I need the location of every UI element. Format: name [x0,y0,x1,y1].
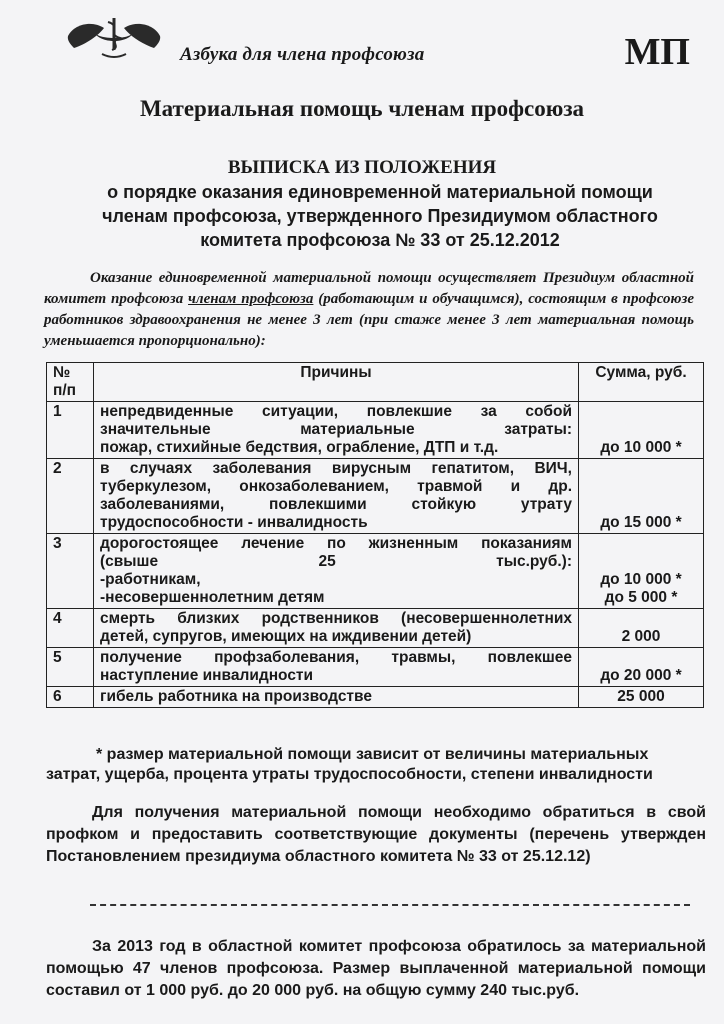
instructions-text: Для получения материальной помощи необходимо обратиться в свой профком и предоставить соответствующие документы (перечень утвержден Постановлением президиума областного комитета № 33 от 25.12.12) [46,804,706,865]
footnote-line: * размер материальной помощи зависит от величины материальных [96,746,649,763]
table-row [47,648,704,687]
reason-line: -работникам, [100,571,201,588]
table-row [47,402,704,459]
row-number: 3 [47,534,94,609]
sum-value: до 10 000 * [600,439,682,456]
table-row [47,534,704,609]
reason-line: наступление инвалидности [100,667,314,684]
reason-line: заболеваниями, повлекшими стойкую утрату [100,496,572,513]
row-reason [94,687,579,708]
intro-text: (работающим и обучащимся), состоящим в профсоюзе работников здравоохранения не менее 3 лет (при стаже менее 3 лет материальная помощь уменьшается пропорционально): [44,291,695,349]
divider [90,904,690,906]
sum-value: до 20 000 * [600,667,682,684]
sum-value: до 5 000 * [604,589,678,606]
union-logo-icon [64,14,164,60]
row-reason [94,648,579,687]
row-sum [579,687,704,708]
header-reason: Причины [94,363,579,402]
row-number: 6 [47,687,94,708]
reason-line: получение профзаболевания, травмы, повлекшее [100,649,572,666]
row-number: 5 [47,648,94,687]
row-sum [579,459,704,534]
row-sum [579,648,704,687]
table-row [47,609,704,648]
sum-value: 25 000 [617,688,665,705]
footnote-line: затрат, ущерба, процента утраты трудоспособности, степени инвалидности [46,766,653,783]
intro-paragraph [44,268,694,352]
row-number: 1 [47,402,94,459]
row-sum [579,534,704,609]
reason-line: смерть близких родственников (несовершеннолетних [100,610,572,627]
table-header-row [47,363,704,402]
table-row [47,687,704,708]
reason-line: непредвиденные ситуации, повлекшие за собой [100,403,572,420]
table-row [47,459,704,534]
statistics-paragraph [46,936,706,1002]
sum-value: до 10 000 * [600,571,682,588]
row-reason [94,402,579,459]
extract-subtitle [60,180,700,252]
header-sum: Сумма, руб. [579,363,704,402]
statistics-text: За 2013 год в областной комитет профсоюза обратилось за материальной помощью 47 членов профсоюза. Размер выплаченной материальной помощи составил от 1 000 руб. до 20 000 руб. на общую сумму 240 тыс.руб. [46,938,706,999]
reason-line: пожар, стихийные бедствия, ограбление, ДТП и т.д. [100,439,499,456]
reason-line: (свыше 25 тыс.руб.): [100,553,572,570]
row-reason [94,609,579,648]
reason-line: туберкулезом, онкозаболеванием, травмой и др. [100,478,572,495]
reason-line: -несовершеннолетним детям [100,589,325,606]
row-reason [94,534,579,609]
row-number: 4 [47,609,94,648]
row-reason [94,459,579,534]
reason-line: детей, супругов, имеющих на иждивении детей) [100,628,472,645]
reason-line: дорогостоящее лечение по жизненным показаниям [100,535,572,552]
row-sum [579,402,704,459]
section-code: МП [624,31,690,73]
reason-line: трудоспособности - инвалидность [100,514,368,531]
intro-text: Оказание единовременной материальной помощи осуществляет Президиум областной комитет профсоюза [44,270,694,307]
extract-title: ВЫПИСКА ИЗ ПОЛОЖЕНИЯ [227,157,497,178]
sum-value: 2 000 [621,628,661,645]
sum-value: до 15 000 * [600,514,682,531]
extract-subtitle-line: членам профсоюза, утвержденного Президиумом областного [102,206,658,226]
reason-line: в случаях заболевания вирусным гепатитом, ВИЧ, [100,460,572,477]
reason-line: гибель работника на производстве [100,688,372,705]
series-title: Азбука для члена профсоюза [180,44,425,65]
intro-underlined-text: членам профсоюза [188,291,314,307]
row-number: 2 [47,459,94,534]
page-title: Материальная помощь членам профсоюза [139,96,585,121]
instructions-paragraph [46,802,706,868]
header-num: № п/п [47,363,94,402]
extract-subtitle-line: комитета профсоюза № 33 от 25.12.2012 [200,230,560,250]
extract-subtitle-line: о порядке оказания единовременной материальной помощи [107,182,653,202]
aid-table [46,362,704,708]
reason-line: значительные материальные затраты: [100,421,572,438]
row-sum [579,609,704,648]
